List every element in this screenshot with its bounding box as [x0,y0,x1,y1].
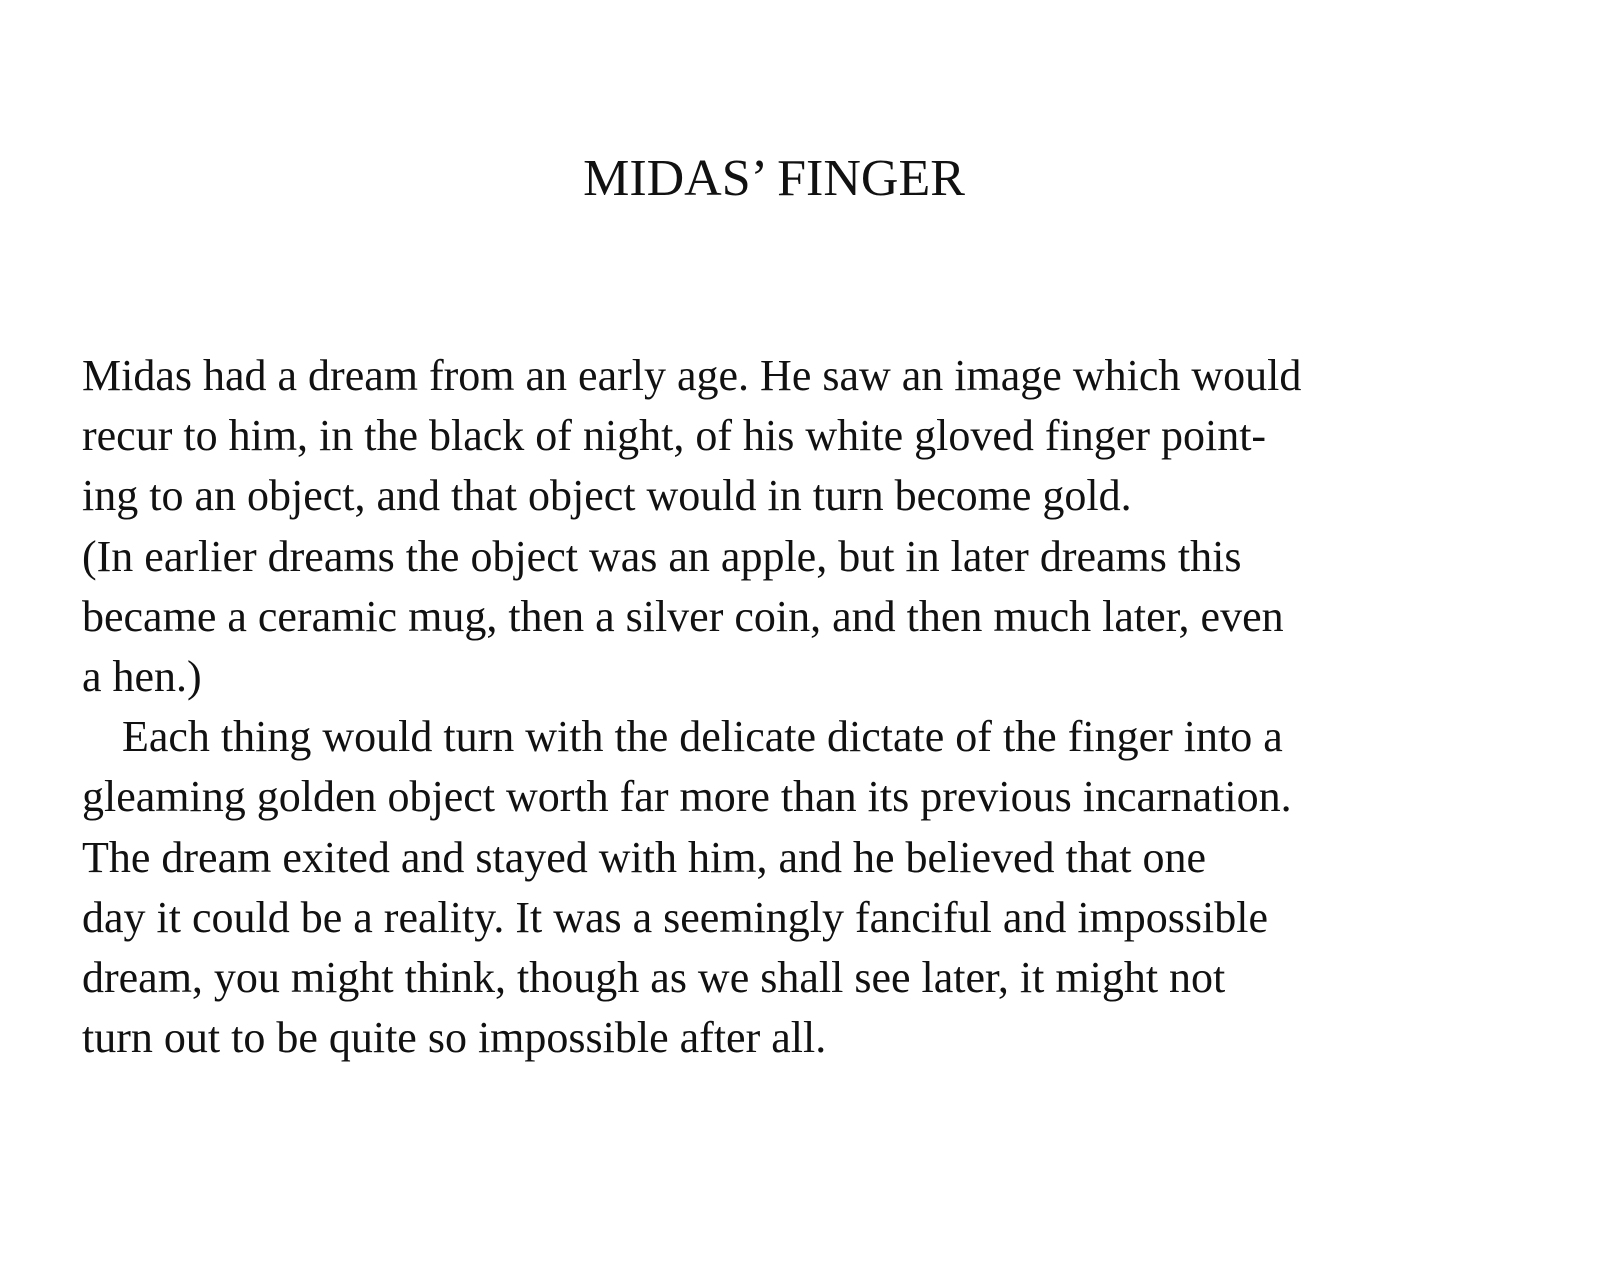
body-line-8: gleaming golden object worth far more than its previous incarnation. [82,772,1292,822]
body-line-7: Each thing would turn with the delicate dictate of the finger into a [122,712,1283,762]
body-line-12: turn out to be quite so impossible after all. [82,1013,827,1063]
document-body [82,346,1582,1068]
body-line-10: day it could be a reality. It was a seemingly fanciful and impossible [82,892,1269,942]
body-line-2: recur to him, in the black of night, of his white gloved finger point- [82,411,1267,461]
body-line-9: The dream exited and stayed with him, and he believed that one [82,832,1207,882]
body-line-1: Midas had a dream from an early age. He saw an image which would [82,351,1302,400]
body-line-4: (In earlier dreams the object was an apple, but in later dreams this [82,531,1242,581]
body-line-11: dream, you might think, though as we shall see later, it might not [82,952,1226,1002]
body-line-3: ing to an object, and that object would in turn become gold. [82,471,1132,521]
body-line-6: a hen.) [82,651,202,701]
document-title: MIDAS’ FINGER [583,150,965,207]
body-line-5: became a ceramic mug, then a silver coin, and then much later, even [82,591,1284,641]
